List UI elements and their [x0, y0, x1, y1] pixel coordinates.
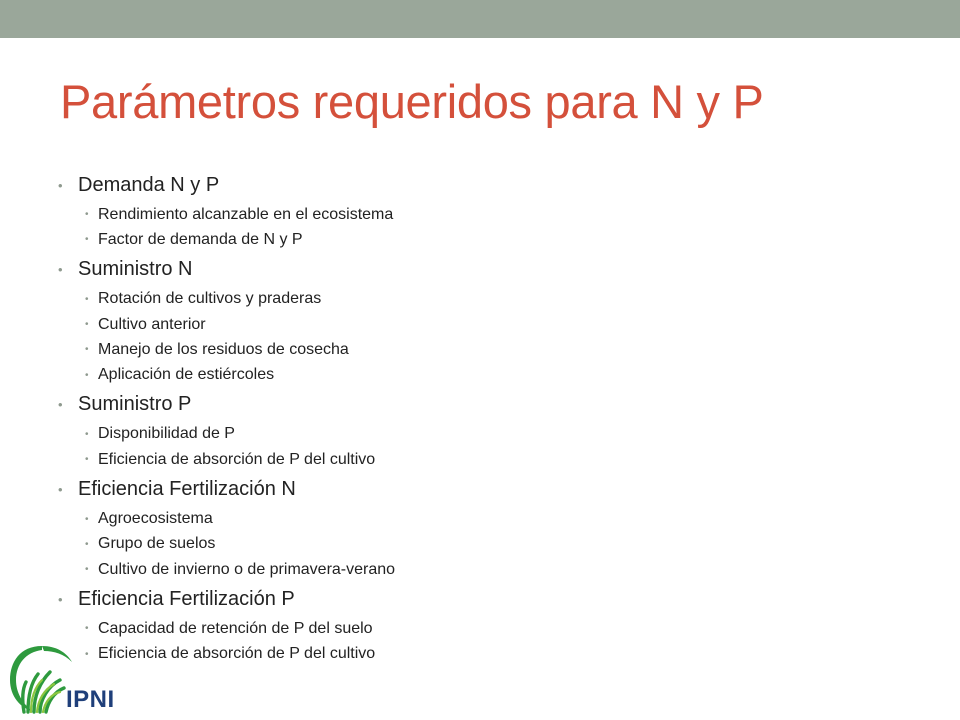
sub-bullet-dot-icon: • — [85, 319, 89, 331]
sub-bullet-item — [85, 362, 916, 387]
bullet-row — [56, 472, 916, 506]
logo-text: IPNI — [66, 686, 115, 713]
bullet-row — [56, 388, 916, 422]
sub-bullet-list — [85, 506, 916, 582]
sub-bullet-dot-icon: • — [85, 623, 89, 635]
sub-bullet-item — [85, 642, 916, 667]
sub-bullet-dot-icon: • — [85, 234, 89, 246]
sub-bullet-item — [85, 287, 916, 312]
bullet-list — [56, 168, 916, 667]
bullet-dot-icon: • — [58, 177, 63, 193]
bullet-row — [56, 253, 916, 287]
sub-bullet-item — [85, 506, 916, 531]
sub-bullet-dot-icon: • — [85, 454, 89, 466]
sub-bullet-list — [85, 202, 916, 253]
bullet-dot-icon: • — [58, 591, 63, 607]
sub-bullet-text: Eficiencia de absorción de P del cultivo — [98, 645, 376, 663]
sub-bullet-dot-icon: • — [85, 369, 89, 381]
sub-bullet-item — [85, 337, 916, 362]
sub-bullet-dot-icon: • — [85, 209, 89, 221]
sub-bullet-dot-icon: • — [85, 538, 89, 550]
bullet-text: Suministro N — [78, 258, 193, 281]
sub-bullet-item — [85, 532, 916, 557]
bullet-item — [56, 472, 916, 582]
slide-title: Parámetros requeridos para N y P — [60, 75, 764, 128]
bullet-row — [56, 168, 916, 202]
sub-bullet-text: Cultivo anterior — [98, 315, 206, 333]
sub-bullet-text: Factor de demanda de N y P — [98, 230, 303, 248]
bullet-item — [56, 253, 916, 388]
bullet-item — [56, 582, 916, 667]
bullet-text: Eficiencia Fertilización N — [78, 477, 296, 500]
sub-bullet-item — [85, 202, 916, 227]
sub-bullet-text: Aplicación de estiércoles — [98, 366, 275, 384]
sub-bullet-item — [85, 227, 916, 252]
ipni-logo — [6, 640, 136, 716]
bullet-dot-icon: • — [58, 262, 63, 278]
bullet-list-container — [56, 168, 916, 667]
sub-bullet-dot-icon: • — [85, 428, 89, 440]
sub-bullet-item — [85, 422, 916, 447]
sub-bullet-text: Capacidad de retención de P del suelo — [98, 619, 373, 637]
sub-bullet-item — [85, 616, 916, 641]
bullet-text: Suministro P — [78, 393, 192, 416]
sub-bullet-text: Rendimiento alcanzable en el ecosistema — [98, 205, 394, 223]
bullet-dot-icon: • — [58, 481, 63, 497]
sub-bullet-item — [85, 312, 916, 337]
bullet-item — [56, 388, 916, 473]
bullet-item — [56, 168, 916, 253]
bullet-text: Demanda N y P — [78, 173, 220, 196]
sub-bullet-text: Manejo de los residuos de cosecha — [98, 340, 349, 358]
bullet-row — [56, 582, 916, 616]
sub-bullet-list — [85, 422, 916, 473]
sub-bullet-text: Grupo de suelos — [98, 535, 216, 553]
sub-bullet-text: Disponibilidad de P — [98, 425, 235, 443]
sub-bullet-dot-icon: • — [85, 344, 89, 356]
top-bar — [0, 0, 960, 38]
sub-bullet-dot-icon: • — [85, 513, 89, 525]
sub-bullet-item — [85, 557, 916, 582]
sub-bullet-text: Eficiencia de absorción de P del cultivo — [98, 450, 376, 468]
sub-bullet-dot-icon: • — [85, 293, 89, 305]
sub-bullet-dot-icon: • — [85, 648, 89, 660]
sub-bullet-item — [85, 447, 916, 472]
sub-bullet-list — [85, 287, 916, 388]
bullet-dot-icon: • — [58, 397, 63, 413]
sub-bullet-dot-icon: • — [85, 564, 89, 576]
sub-bullet-text: Rotación de cultivos y praderas — [98, 290, 322, 308]
sub-bullet-list — [85, 616, 916, 667]
sub-bullet-text: Agroecosistema — [98, 510, 213, 528]
bullet-text: Eficiencia Fertilización P — [78, 587, 295, 610]
sub-bullet-text: Cultivo de invierno o de primavera-verano — [98, 560, 396, 578]
